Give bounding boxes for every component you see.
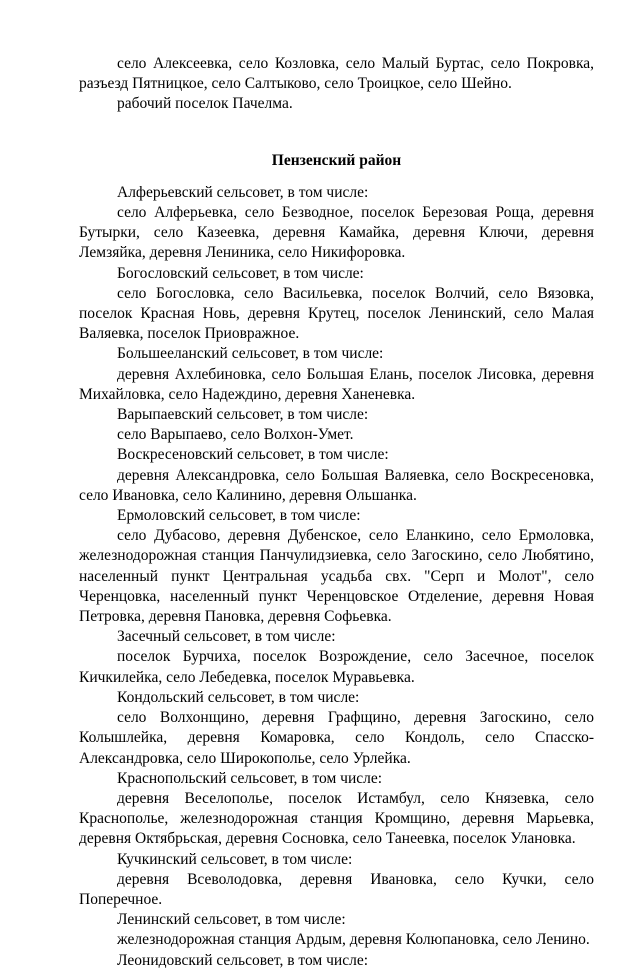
section-title: Алферьевский сельсовет, в том числе: [117,183,369,201]
section [79,688,594,769]
spacer [79,171,594,183]
section-title: Кондольский сельсовет, в том числе: [117,688,360,706]
section [79,850,594,911]
section [79,264,594,345]
section-title: Варыпаевский сельсовет, в том числе: [117,406,369,424]
section [79,506,594,627]
section [79,445,594,506]
document-page [79,54,594,971]
section-title: Краснопольский сельсовет, в том числе: [117,769,383,787]
section [79,769,594,850]
section [79,405,594,445]
section-text: село Алферьевка, село Безводное, поселок Березовая Роща, деревня Бутырки, село Казеевка, деревня Камайка, деревня Ключи, деревня Лемзяйка, деревня Лениника, село Никифоровка. [79,204,594,262]
section-title: Ермоловский сельсовет, в том числе: [117,507,361,525]
section-title: Ленинский сельсовет, в том числе: [117,911,346,929]
section [79,910,594,950]
section-text: село Богословка, село Васильевка, поселок Волчий, село Вязовка, поселок Красная Новь, деревня Крутец, поселок Ленинский, село Малая Валяевка, поселок Приовражное. [79,284,594,343]
section-text: деревня Веселополье, поселок Истамбул, село Князевка, село Краснополье, железнодорожная станция Кромщино, деревня Марьевка, деревня Октябрьская, деревня Сосновка, село Танеевка, поселок Улановка. [79,789,594,848]
section [79,183,594,264]
intro-paragraph: рабочий поселок Пачелма. [117,95,293,113]
section-text: поселок Бурчиха, поселок Возрождение, село Засечное, поселок Кичкилейка, село Лебедевка, поселок Муравьевка. [79,648,594,686]
section [79,344,594,405]
section-text: село Дубасово, деревня Дубенское, село Еланкино, село Ермоловка, железнодорожная станция Панчулидзиевка, село Загоскино, село Любятино, населенный пункт Центральная усадьба свх. "Серп и Молот", село Черенцовка, населенный пункт Черенцовское Отделение, деревня Новая Петровка, деревня Пановка, деревня Софьевка. [79,527,594,626]
intro-paragraph: село Алексеевка, село Козловка, село Малый Буртас, село Покровка, разъезд Пятницкое, село Салтыково, село Троицкое, село Шейно. [79,55,594,93]
section-title: Леонидовский сельсовет, в том числе: [117,951,369,969]
section-text: деревня Ахлебиновка, село Большая Елань, поселок Лисовка, деревня Михайловка, село Надеждино, деревня Ханеневка. [79,365,594,403]
district-heading: Пензенский район [271,151,402,169]
section-text: железнодорожная станция Ардым, деревня Колюпановка, село Ленино. [117,931,590,949]
section-title: Богословский сельсовет, в том числе: [117,264,364,282]
section-title: Воскресеновский сельсовет, в том числе: [117,446,389,464]
section-text: село Волхонщино, деревня Графщино, деревня Загоскино, село Колышлейка, деревня Комаровка, село Кондоль, село Спасско-Александровка, село Широкополье, село Урлейка. [79,709,594,767]
section-text: деревня Александровка, село Большая Валяевка, село Воскресеновка, село Ивановка, село Калинино, деревня Ольшанка. [79,466,594,504]
section-title: Засечный сельсовет, в том числе: [117,628,336,646]
section [79,951,594,971]
section-text: село Варыпаево, село Волхон-Умет. [117,426,354,444]
spacer [79,115,594,151]
section-title: Большееланский сельсовет, в том числе: [117,345,384,363]
section-text: деревня Всеволодовка, деревня Ивановка, село Кучки, село Поперечное. [79,870,594,908]
section [79,627,594,688]
section-title: Кучкинский сельсовет, в том числе: [117,850,353,868]
